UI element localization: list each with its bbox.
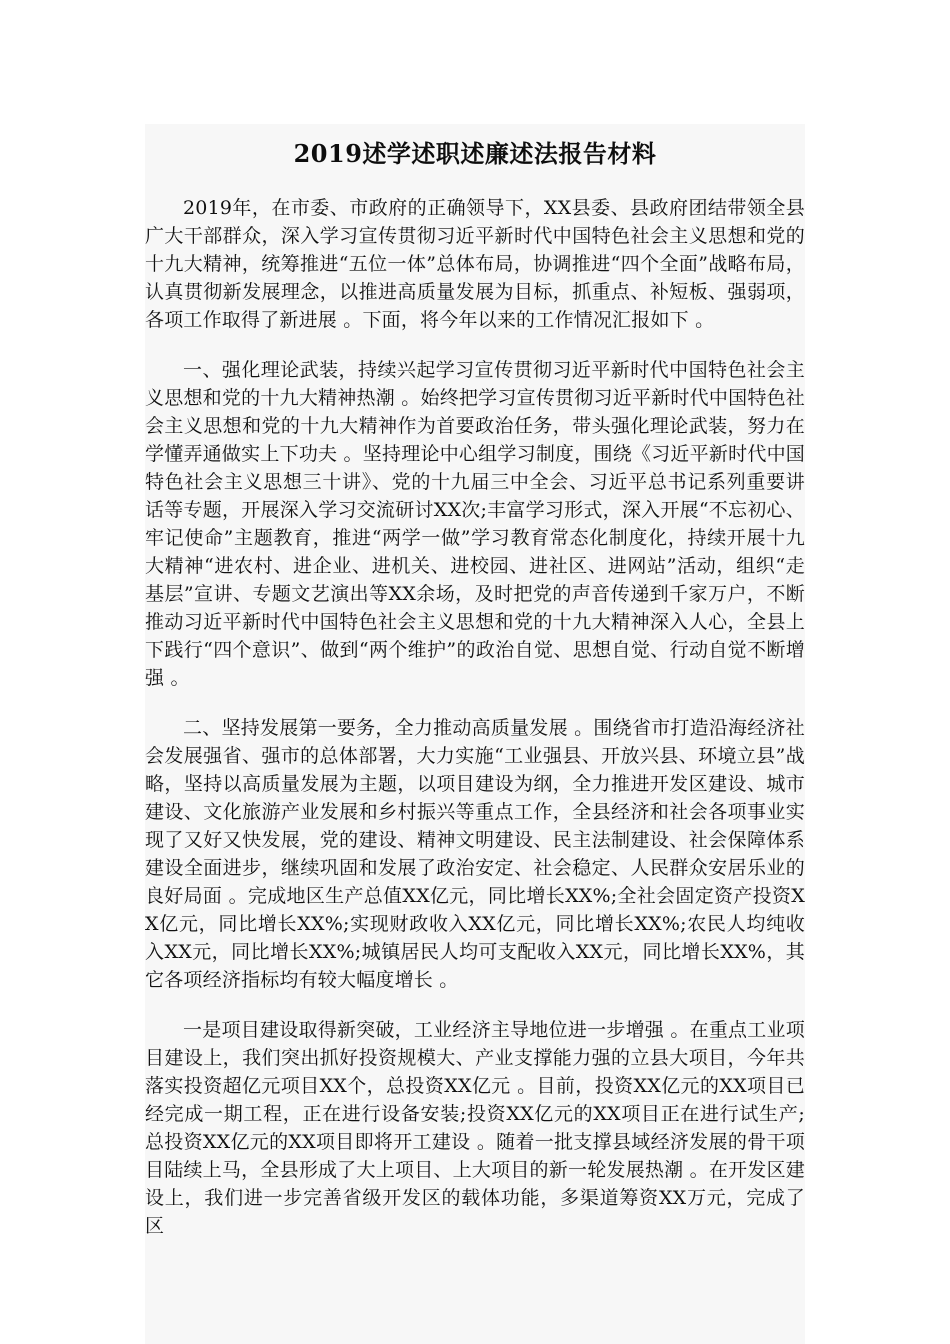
document-title: 2019述学述职述廉述法报告材料: [293, 139, 657, 168]
paragraph-intro: 2019年，在市委、市政府的正确领导下，XX县委、县政府团结带领全县广大干部群众，深入学习宣传贯彻习近平新时代中国特色社会主义思想和党的十九大精神，统筹推进“五位一体”总体布局，协调推进“四个全面”战略布局，认真贯彻新发展理念，以推进高质量发展为目标，抓重点、补短板、强弱项，各项工作取得了新进展 。下面，将今年以来的工作情况汇报如下 。: [145, 197, 805, 331]
document-page: [145, 124, 805, 1344]
paragraph-projects: 一是项目建设取得新突破，工业经济主导地位进一步增强 。在重点工业项目建设上，我们突出抓好投资规模大、产业支撑能力强的立县大项目，今年共落实投资超亿元项目XX个，总投资XX亿元 。目前，投资XX亿元的XX项目已经完成一期工程，正在进行设备安装;投资XX亿元的XX项目正在进行试生产;总投资XX亿元的XX项目即将开工建设 。随着一批支撑县域经济发展的骨干项目陆续上马，全县形成了大上项目、上大项目的新一轮发展热潮 。在开发区建设上，我们进一步完善省级开发区的载体功能，多渠道筹资XX万元，完成了区: [145, 1019, 805, 1237]
paragraph-development: 二、坚持发展第一要务，全力推动高质量发展 。围绕省市打造沿海经济社会发展强省、强市的总体部署，大力实施“工业强县、开放兴县、环境立县”战略，坚持以高质量发展为主题，以项目建设为纲，全力推进开发区建设、城市建设、文化旅游产业发展和乡村振兴等重点工作，全县经济和社会各项事业实现了又好又快发展，党的建设、精神文明建设、民主法制建设、社会保障体系建设全面进步，继续巩固和发展了政治安定、社会稳定、人民群众安居乐业的良好局面 。完成地区生产总值XX亿元，同比增长XX%;全社会固定资产投资XX亿元，同比增长XX%;实现财政收入XX亿元，同比增长XX%;农民人均纯收入XX元，同比增长XX%;城镇居民人均可支配收入XX元，同比增长XX%，其它各项经济指标均有较大幅度增长 。: [145, 717, 805, 991]
paragraph-theory: 一、强化理论武装，持续兴起学习宣传贯彻习近平新时代中国特色社会主义思想和党的十九大精神热潮 。始终把学习宣传贯彻习近平新时代中国特色社会主义思想和党的十九大精神作为首要政治任务，带头强化理论武装，努力在学懂弄通做实上下功夫 。坚持理论中心组学习制度，围绕《习近平新时代中国特色社会主义思想三十讲》、党的十九届三中全会、习近平总书记系列重要讲话等专题，开展深入学习交流研讨XX次;丰富学习形式，深入开展“不忘初心、牢记使命”主题教育，推进“两学一做”学习教育常态化制度化，持续开展十九大精神“进农村、进企业、进机关、进校园、进社区、进网站”活动，组织“走基层”宣讲、专题文艺演出等XX余场，及时把党的声音传递到千家万户，不断推动习近平新时代中国特色社会主义思想和党的十九大精神深入人心，全县上下践行“四个意识”、做到“两个维护”的政治自觉、思想自觉、行动自觉不断增强 。: [145, 359, 805, 689]
document-body: [145, 194, 805, 1240]
